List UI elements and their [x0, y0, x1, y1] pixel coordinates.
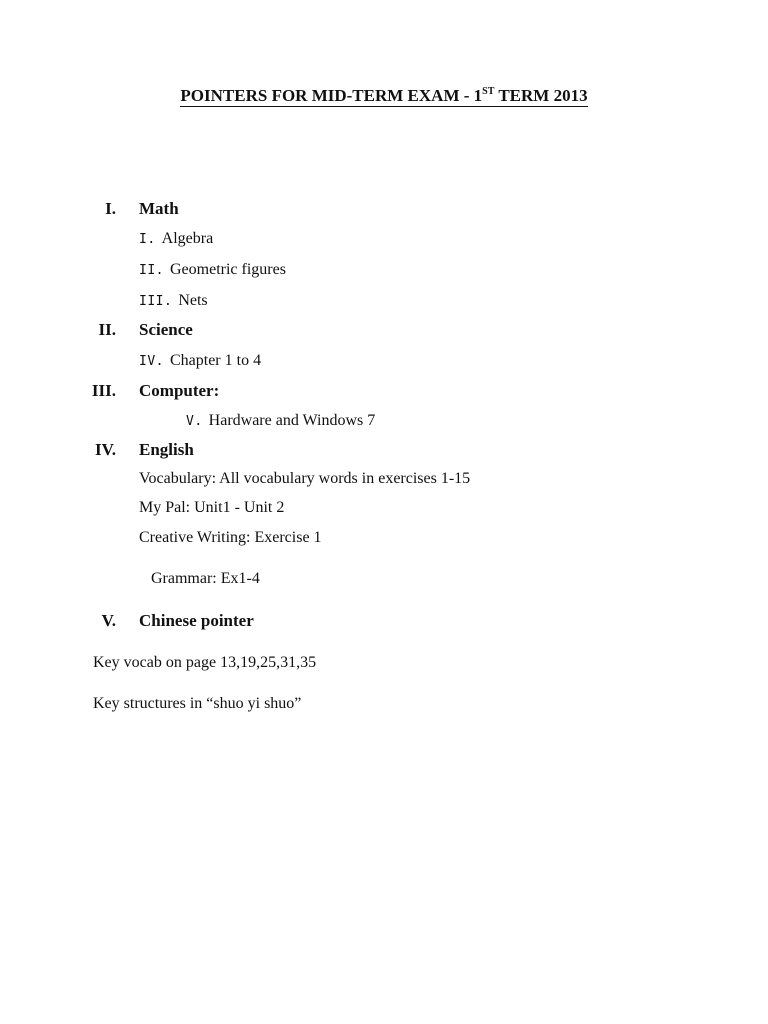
english-line-creative-writing: Creative Writing: Exercise 1	[139, 529, 322, 546]
list-marker: II.	[139, 263, 164, 278]
chinese-key-structures: Key structures in “shuo yi shuo”	[93, 695, 302, 712]
chinese-key-vocab: Key vocab on page 13,19,25,31,35	[93, 654, 317, 671]
title-rest: TERM 2013	[494, 86, 588, 105]
section-heading-english: English	[139, 440, 194, 459]
list-item	[139, 291, 208, 312]
list-marker: III.	[139, 294, 173, 309]
list-item	[139, 260, 286, 281]
list-item-text: Chapter 1 to 4	[169, 352, 262, 369]
list-marker: IV.	[139, 354, 164, 369]
section-heading-computer: Computer:	[139, 381, 220, 400]
section-numeral-math: I.	[105, 199, 116, 218]
list-item	[186, 411, 375, 432]
section-numeral-english: IV.	[95, 440, 116, 459]
list-item-text: Algebra	[161, 230, 214, 247]
section-numeral-computer: III.	[91, 381, 116, 400]
section-numeral-chinese: V.	[101, 611, 116, 630]
section-heading-chinese: Chinese pointer	[139, 611, 254, 630]
list-marker: I.	[139, 232, 156, 247]
section-heading-science: Science	[139, 320, 193, 339]
list-item	[139, 229, 213, 250]
list-item-text: Hardware and Windows 7	[208, 412, 376, 429]
english-line-grammar: Grammar: Ex1-4	[151, 570, 260, 587]
list-item-text: Nets	[178, 292, 208, 309]
english-line-my-pal: My Pal: Unit1 - Unit 2	[139, 499, 285, 516]
title-main: POINTERS FOR MID-TERM EXAM - 1	[180, 86, 483, 105]
document-title	[0, 86, 768, 107]
title-superscript: ST	[482, 86, 495, 97]
english-line-vocabulary: Vocabulary: All vocabulary words in exercises 1-15	[139, 470, 471, 487]
list-item-text: Geometric figures	[169, 261, 286, 278]
title-underlined	[180, 86, 587, 107]
list-item	[139, 351, 261, 372]
section-heading-math: Math	[139, 199, 179, 218]
list-marker: V.	[186, 414, 203, 429]
section-numeral-science: II.	[98, 320, 116, 339]
